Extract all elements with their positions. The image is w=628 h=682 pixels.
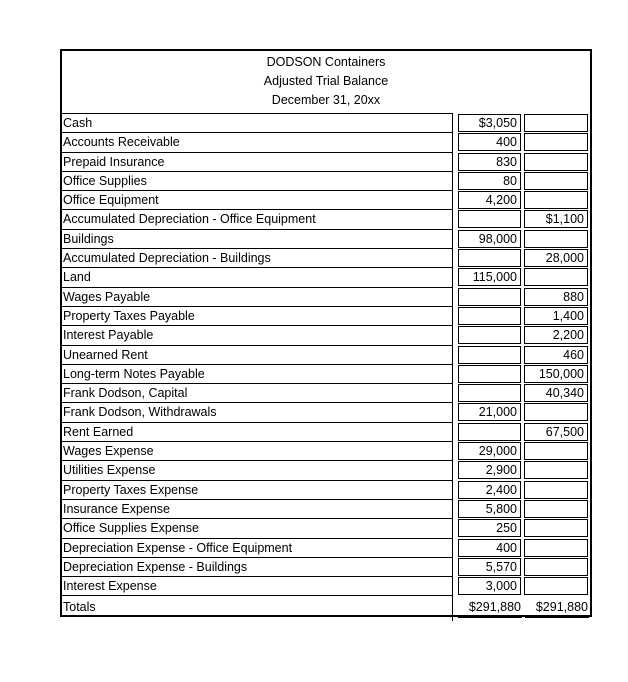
debit-cell: 29,000: [458, 442, 521, 460]
credit-cell: [524, 519, 588, 537]
debit-cell: [458, 365, 521, 383]
account-name: Interest Payable: [62, 325, 453, 344]
account-name: Cash: [62, 113, 453, 132]
table-row: [62, 441, 590, 460]
table-row: [62, 518, 590, 537]
table-row: [62, 325, 590, 344]
credit-cell: [524, 114, 588, 132]
credit-cell: [524, 500, 588, 518]
table-row: [62, 113, 590, 132]
debit-cell: 830: [458, 153, 521, 171]
account-name: Buildings: [62, 229, 453, 248]
debit-cell: 250: [458, 519, 521, 537]
debit-cell: [458, 288, 521, 306]
table-row: [62, 402, 590, 421]
debit-cell: [458, 423, 521, 441]
account-name: Office Supplies: [62, 171, 453, 190]
credit-cell: [524, 191, 588, 209]
credit-cell: [524, 153, 588, 171]
debit-cell: $3,050: [458, 114, 521, 132]
report-date: December 31, 20xx: [271, 93, 381, 107]
account-name: Office Supplies Expense: [62, 518, 453, 537]
account-name: Wages Payable: [62, 287, 453, 306]
debit-cell: 4,200: [458, 191, 521, 209]
debit-cell: 2,900: [458, 461, 521, 479]
credit-cell: 880: [524, 288, 588, 306]
debit-cell: [458, 210, 521, 228]
credit-cell: [524, 539, 588, 557]
credit-cell: [524, 558, 588, 576]
table-row: [62, 267, 590, 286]
debit-cell: [458, 346, 521, 364]
account-name: Prepaid Insurance: [62, 152, 453, 171]
account-name: Wages Expense: [62, 441, 453, 460]
account-name: Long-term Notes Payable: [62, 364, 453, 383]
table-row: [62, 171, 590, 190]
credit-cell: 150,000: [524, 365, 588, 383]
debit-cell: [458, 326, 521, 344]
table-row: [62, 345, 590, 364]
account-name: Depreciation Expense - Office Equipment: [62, 538, 453, 557]
report-title: Adjusted Trial Balance: [263, 74, 389, 88]
table-row: [62, 460, 590, 479]
account-name: Accounts Receivable: [62, 132, 453, 151]
account-name: Rent Earned: [62, 422, 453, 441]
total-credit: $291,880: [525, 599, 589, 618]
table-row: [62, 383, 590, 402]
credit-cell: 67,500: [524, 423, 588, 441]
account-name: Interest Expense: [62, 576, 453, 595]
table-row: [62, 499, 590, 518]
credit-cell: [524, 172, 588, 190]
total-debit: $291,880: [458, 599, 522, 618]
credit-cell: [524, 133, 588, 151]
table-row: [62, 152, 590, 171]
account-name: Insurance Expense: [62, 499, 453, 518]
credit-cell: $1,100: [524, 210, 588, 228]
credit-cell: [524, 230, 588, 248]
debit-cell: 3,000: [458, 577, 521, 595]
credit-cell: [524, 461, 588, 479]
table-row: [62, 190, 590, 209]
account-name: Frank Dodson, Capital: [62, 383, 453, 402]
account-name: Depreciation Expense - Buildings: [62, 557, 453, 576]
account-name: Office Equipment: [62, 190, 453, 209]
debit-cell: [458, 307, 521, 325]
credit-cell: 28,000: [524, 249, 588, 267]
debit-cell: 2,400: [458, 481, 521, 499]
table-row: [62, 538, 590, 557]
table-row: [62, 248, 590, 267]
table-row: [62, 132, 590, 151]
account-name: Property Taxes Payable: [62, 306, 453, 325]
report-header: [62, 51, 590, 113]
credit-cell: 1,400: [524, 307, 588, 325]
trial-balance-sheet: [60, 49, 592, 617]
debit-cell: 400: [458, 539, 521, 557]
credit-cell: 460: [524, 346, 588, 364]
table-row: [62, 209, 590, 228]
debit-cell: [458, 384, 521, 402]
totals-label: Totals: [62, 595, 453, 621]
debit-cell: 5,800: [458, 500, 521, 518]
account-name: Frank Dodson, Withdrawals: [62, 402, 453, 421]
account-name: Property Taxes Expense: [62, 480, 453, 499]
table-row: [62, 364, 590, 383]
debit-cell: 5,570: [458, 558, 521, 576]
credit-cell: [524, 403, 588, 421]
table-row: [62, 557, 590, 576]
credit-cell: 2,200: [524, 326, 588, 344]
debit-cell: 98,000: [458, 230, 521, 248]
credit-cell: 40,340: [524, 384, 588, 402]
account-name: Land: [62, 267, 453, 286]
credit-cell: [524, 481, 588, 499]
totals-row: [62, 595, 590, 621]
debit-cell: 21,000: [458, 403, 521, 421]
account-name: Unearned Rent: [62, 345, 453, 364]
table-row: [62, 229, 590, 248]
debit-cell: [458, 249, 521, 267]
account-rows: [62, 113, 590, 621]
debit-cell: 400: [458, 133, 521, 151]
table-row: [62, 480, 590, 499]
credit-cell: [524, 577, 588, 595]
credit-cell: [524, 442, 588, 460]
table-row: [62, 306, 590, 325]
debit-cell: 80: [458, 172, 521, 190]
credit-cell: [524, 268, 588, 286]
account-name: Accumulated Depreciation - Buildings: [62, 248, 453, 267]
table-row: [62, 576, 590, 595]
company-name: DODSON Containers: [266, 55, 386, 69]
table-row: [62, 287, 590, 306]
account-name: Utilities Expense: [62, 460, 453, 479]
table-row: [62, 422, 590, 441]
debit-cell: 115,000: [458, 268, 521, 286]
account-name: Accumulated Depreciation - Office Equipment: [62, 209, 453, 228]
